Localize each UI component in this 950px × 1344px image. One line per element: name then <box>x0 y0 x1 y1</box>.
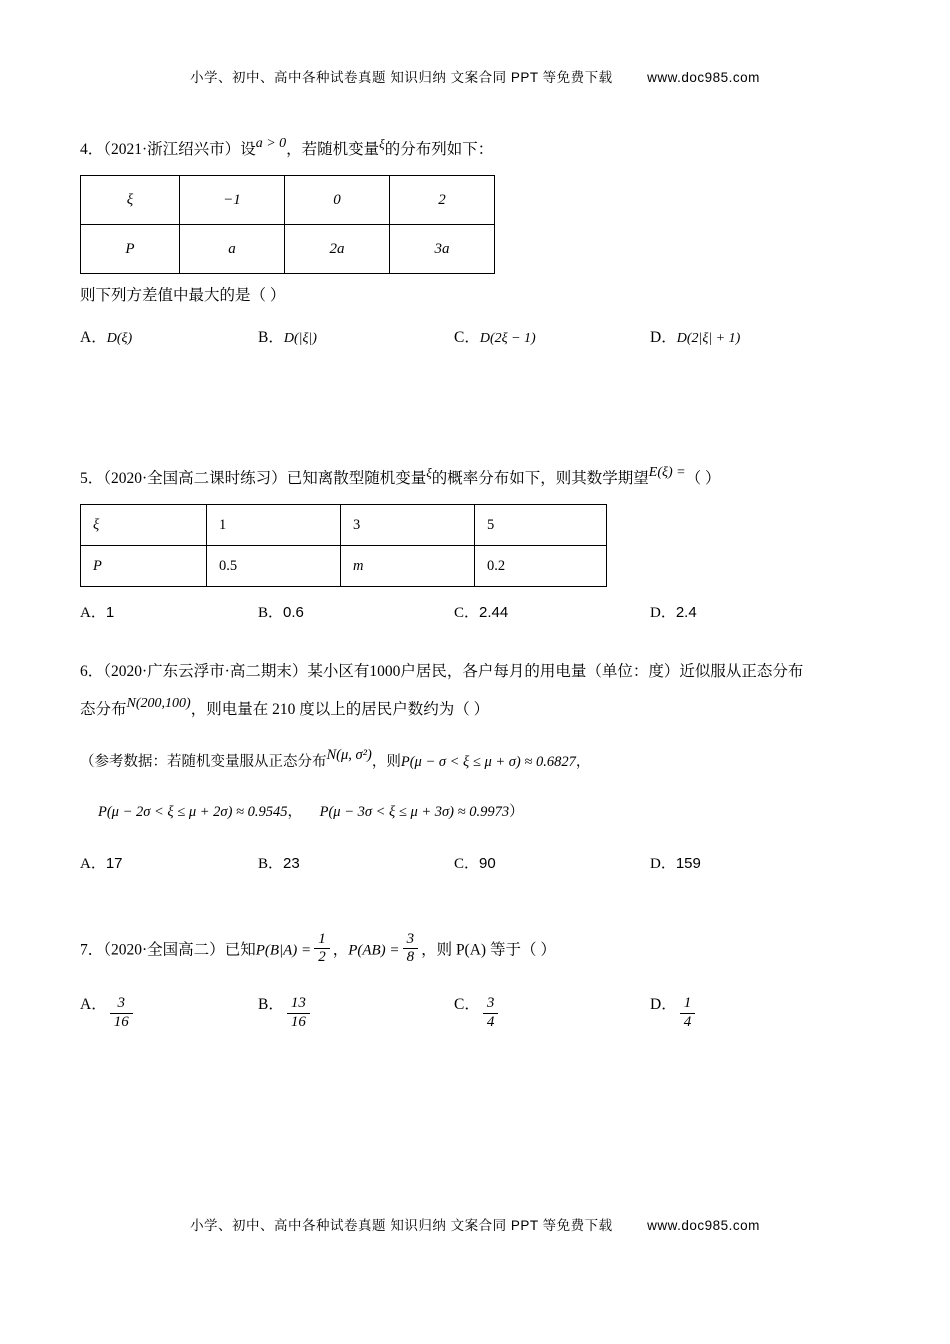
option-c[interactable] <box>454 325 650 347</box>
table-cell: 1 <box>207 505 341 546</box>
table-cell-row-label: P <box>81 225 180 274</box>
option-b-text: D(|ξ|) <box>283 331 317 346</box>
table-cell: −1 <box>180 176 285 225</box>
question-5 <box>80 459 870 622</box>
question-4-var-xi: ξ <box>379 136 385 151</box>
question-6-note-line-2 <box>98 795 870 830</box>
question-6-note-2: ，则 <box>371 754 401 771</box>
option-d-label: D． <box>650 605 676 621</box>
question-6-stem-2: ，则电量在 210 度以上的居民户数约为（ ） <box>190 700 490 718</box>
option-c[interactable] <box>454 852 650 873</box>
option-b[interactable] <box>258 852 454 873</box>
question-5-source: （2020·全国高二课时练习） <box>103 470 287 487</box>
footer-text-left: 小学、初中、高中各种试卷真题 知识归纳 文案合同 PPT 等免费下载 <box>190 1218 613 1233</box>
option-c-label: C． <box>454 996 480 1014</box>
option-a-label: A． <box>80 996 107 1014</box>
question-5-var-xi: ξ <box>426 465 432 480</box>
table-cell: 3 <box>341 505 475 546</box>
option-c-text: 90 <box>479 854 496 872</box>
question-6-note-4: ， <box>287 803 302 820</box>
table-cell: 0.5 <box>207 546 341 587</box>
table-cell: 0.2 <box>475 546 607 587</box>
question-6-normal-dist: N(200,100) <box>126 695 191 711</box>
option-b[interactable] <box>258 992 454 1033</box>
fraction-numerator: 3 <box>110 995 133 1013</box>
question-6-note-dist: N(μ, σ²) <box>326 747 372 764</box>
question-6-note-line-1 <box>80 740 870 779</box>
question-6-stem-line-1 <box>80 656 870 689</box>
question-5-options <box>80 601 870 622</box>
option-d[interactable] <box>650 852 701 873</box>
question-6-number: 6． <box>80 663 104 680</box>
table-cell: a <box>180 225 285 274</box>
fraction-denominator: 16 <box>290 1013 306 1030</box>
question-7-fraction-2 <box>403 931 419 967</box>
fraction-denominator: 4 <box>486 1013 495 1030</box>
option-c-label: C． <box>454 329 480 346</box>
question-7-fraction-1 <box>314 931 330 967</box>
question-7-comma: ， <box>332 941 349 959</box>
footer-text-right: www.doc985.com <box>647 1218 760 1233</box>
question-4-prompt: 则下列方差值中最大的是（ ） <box>80 287 286 304</box>
question-7 <box>80 930 870 1033</box>
option-a-text: 17 <box>105 854 123 872</box>
option-b-label: B． <box>258 855 284 872</box>
question-5-distribution-table <box>80 504 607 587</box>
option-b[interactable] <box>258 601 454 622</box>
option-a-text: D(ξ) <box>106 331 133 346</box>
question-6-note-prob-3: P(μ − 3σ < ξ ≤ μ + 3σ) ≈ 0.9973 <box>319 803 510 820</box>
table-cell: 2 <box>390 176 495 225</box>
option-b-label: B． <box>258 996 284 1014</box>
question-4-stem-2: ，若随机变量 <box>286 141 380 158</box>
question-4-source: （2021·浙江绍兴市） <box>103 141 241 158</box>
option-b-label: B． <box>258 605 284 621</box>
option-d[interactable] <box>650 601 697 622</box>
option-a[interactable] <box>80 992 258 1033</box>
question-4-distribution-table <box>80 175 495 274</box>
question-7-source: （2020·全国高二） <box>103 941 225 959</box>
table-row <box>81 546 607 587</box>
option-d-label: D． <box>650 855 676 872</box>
option-a-label: A． <box>80 329 107 346</box>
option-a-label: A． <box>80 605 106 621</box>
question-6-note-1: （参考数据：若随机变量服从正态分布 <box>80 754 327 771</box>
option-a-text: 1 <box>105 604 115 621</box>
question-6-note-prob-2: P(μ − 2σ < ξ ≤ μ + 2σ) ≈ 0.9545 <box>98 803 288 820</box>
question-5-stem-1: 已知离散型随机变量 <box>286 470 427 487</box>
question-5-number: 5． <box>80 470 104 487</box>
option-c[interactable] <box>454 601 650 622</box>
option-d[interactable] <box>650 992 698 1033</box>
option-a[interactable] <box>80 601 258 622</box>
option-c[interactable] <box>454 992 650 1033</box>
option-c-text: 2.44 <box>479 604 509 621</box>
question-7-options <box>80 992 870 1033</box>
option-b-text: 23 <box>283 854 300 872</box>
option-b[interactable] <box>258 325 454 347</box>
table-row <box>81 505 607 546</box>
table-cell: 3a <box>390 225 495 274</box>
page-header <box>80 0 870 86</box>
question-7-stem-1: 已知 <box>224 941 256 959</box>
fraction-numerator: 1 <box>680 995 696 1013</box>
option-d-label: D． <box>650 996 677 1014</box>
question-6-note-3: ， <box>575 754 591 771</box>
question-7-stem-2: ，则 P(A) 等于（ ） <box>421 941 556 959</box>
option-a[interactable] <box>80 852 258 873</box>
question-4 <box>80 130 870 347</box>
option-d-text: D(2|ξ| + 1) <box>676 331 741 346</box>
page-footer <box>0 1214 950 1234</box>
question-6-stem-1: 某小区有1000户居民，各户每月的用电量（单位：度）近似服从正态分布 <box>307 663 804 680</box>
question-6-source: （2020·广东云浮市·高二期末） <box>103 663 308 680</box>
fraction-numerator: 13 <box>287 995 310 1013</box>
table-cell: 5 <box>475 505 607 546</box>
option-d-label: D． <box>650 329 677 346</box>
table-cell-row-label: P <box>81 546 207 587</box>
question-7-cond-prob: P(B|A) = <box>255 942 312 959</box>
question-4-var-a: a > 0 <box>255 136 287 151</box>
question-4-stem-3: 的分布列如下： <box>384 141 494 158</box>
header-text-left: 小学、初中、高中各种试卷真题 知识归纳 文案合同 PPT 等免费下载 <box>190 70 613 85</box>
question-4-stem-1: 设 <box>240 141 256 158</box>
fraction-denominator: 8 <box>406 949 415 966</box>
option-c-label: C． <box>454 855 480 872</box>
fraction-denominator: 4 <box>683 1013 692 1030</box>
option-c-fraction <box>483 995 499 1031</box>
question-7-stem <box>80 930 870 969</box>
table-row <box>81 176 495 225</box>
fraction-numerator: 1 <box>314 931 330 949</box>
question-6 <box>80 656 870 873</box>
fraction-denominator: 2 <box>318 949 326 966</box>
header-text-right: www.doc985.com <box>647 70 760 85</box>
question-5-stem-3: （ ） <box>685 470 721 487</box>
question-6-options <box>80 852 870 873</box>
option-a-fraction <box>110 995 133 1031</box>
option-a[interactable] <box>80 325 258 347</box>
question-6-note-5: ） <box>509 803 524 820</box>
table-cell-row-label: ξ <box>81 505 207 546</box>
option-d-text: 2.4 <box>675 604 697 621</box>
option-b-text: 0.6 <box>283 604 304 621</box>
question-7-joint-prob: P(AB) = <box>348 942 400 959</box>
question-7-number: 7． <box>80 941 104 959</box>
option-b-fraction <box>287 995 310 1031</box>
fraction-denominator: 16 <box>113 1013 129 1030</box>
option-d-text: 159 <box>675 854 701 872</box>
question-5-expectation: E(ξ) = <box>648 465 686 480</box>
question-6-note-prob-1: P(μ − σ < ξ ≤ μ + σ) ≈ 0.6827 <box>400 754 576 771</box>
fraction-numerator: 3 <box>483 995 499 1013</box>
question-4-stem <box>80 130 870 165</box>
question-6-stem-line-2 <box>80 689 870 727</box>
option-b-label: B． <box>258 329 284 346</box>
option-a-label: A． <box>80 855 106 872</box>
table-row <box>81 225 495 274</box>
option-c-text: D(2ξ − 1) <box>479 331 536 346</box>
option-d[interactable] <box>650 325 740 347</box>
question-5-stem-2: 的概率分布如下，则其数学期望 <box>431 470 649 487</box>
fraction-numerator: 3 <box>403 931 419 949</box>
option-c-label: C． <box>454 605 480 621</box>
question-4-number: 4． <box>80 141 104 158</box>
table-cell: 2a <box>285 225 390 274</box>
table-cell: 0 <box>285 176 390 225</box>
question-6-stem-prefix: 态分布 <box>80 700 127 718</box>
question-5-stem <box>80 459 870 494</box>
question-4-options <box>80 325 870 347</box>
table-cell: m <box>341 546 475 587</box>
table-cell-row-label: ξ <box>81 176 180 225</box>
option-d-fraction <box>680 995 696 1031</box>
